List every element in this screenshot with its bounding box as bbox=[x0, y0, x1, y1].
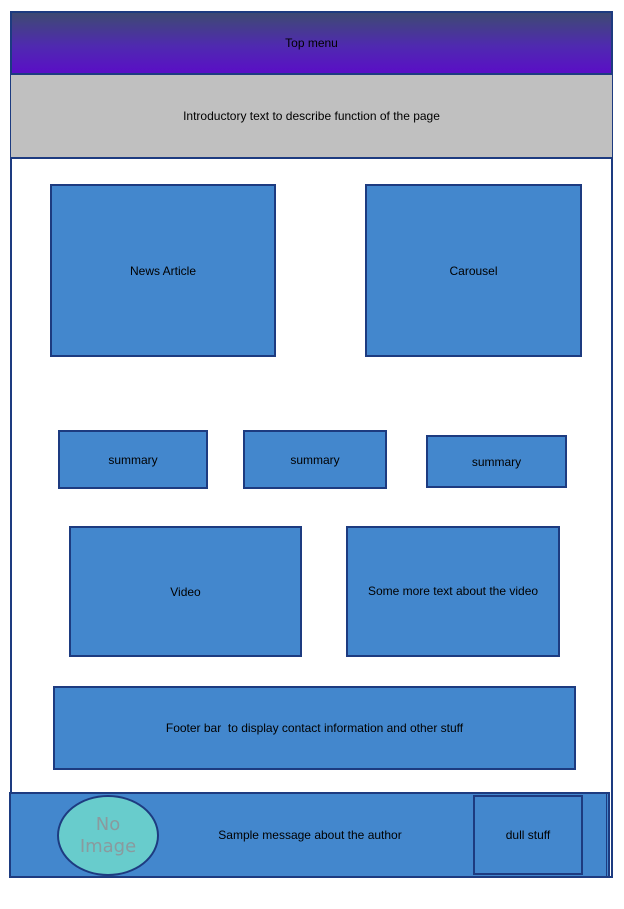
news-article-label: News Article bbox=[129, 263, 197, 278]
news-article-block[interactable] bbox=[50, 184, 276, 357]
summary-block[interactable] bbox=[243, 430, 387, 489]
intro-text: Introductory text to describe function of the page bbox=[183, 109, 440, 123]
summary-block[interactable] bbox=[58, 430, 208, 489]
video-label: Video bbox=[170, 584, 201, 599]
author-message bbox=[165, 820, 455, 850]
top-menu[interactable] bbox=[10, 11, 613, 75]
video-block[interactable] bbox=[69, 526, 302, 657]
dull-stuff-block bbox=[473, 795, 583, 875]
author-avatar-placeholder bbox=[57, 795, 159, 876]
dull-stuff-label: dull stuff bbox=[505, 828, 551, 842]
author-message-label: Sample message about the author bbox=[218, 828, 402, 842]
footer-bar[interactable] bbox=[53, 686, 576, 770]
summary-label: summary bbox=[290, 452, 340, 467]
author-section-divider bbox=[606, 792, 610, 878]
video-description-label: Some more text about the video bbox=[367, 584, 539, 598]
intro-section bbox=[11, 75, 612, 159]
carousel-label: Carousel bbox=[449, 263, 498, 278]
summary-label: summary bbox=[471, 454, 522, 469]
top-menu-label: Top menu bbox=[285, 36, 338, 50]
footer-bar-label: Footer bar to display contact information and other stuff bbox=[165, 721, 464, 735]
video-description-block bbox=[346, 526, 560, 657]
summary-label: summary bbox=[108, 452, 158, 467]
summary-block[interactable] bbox=[426, 435, 567, 488]
no-image-label: No Image bbox=[79, 813, 137, 857]
carousel-block[interactable] bbox=[365, 184, 582, 357]
